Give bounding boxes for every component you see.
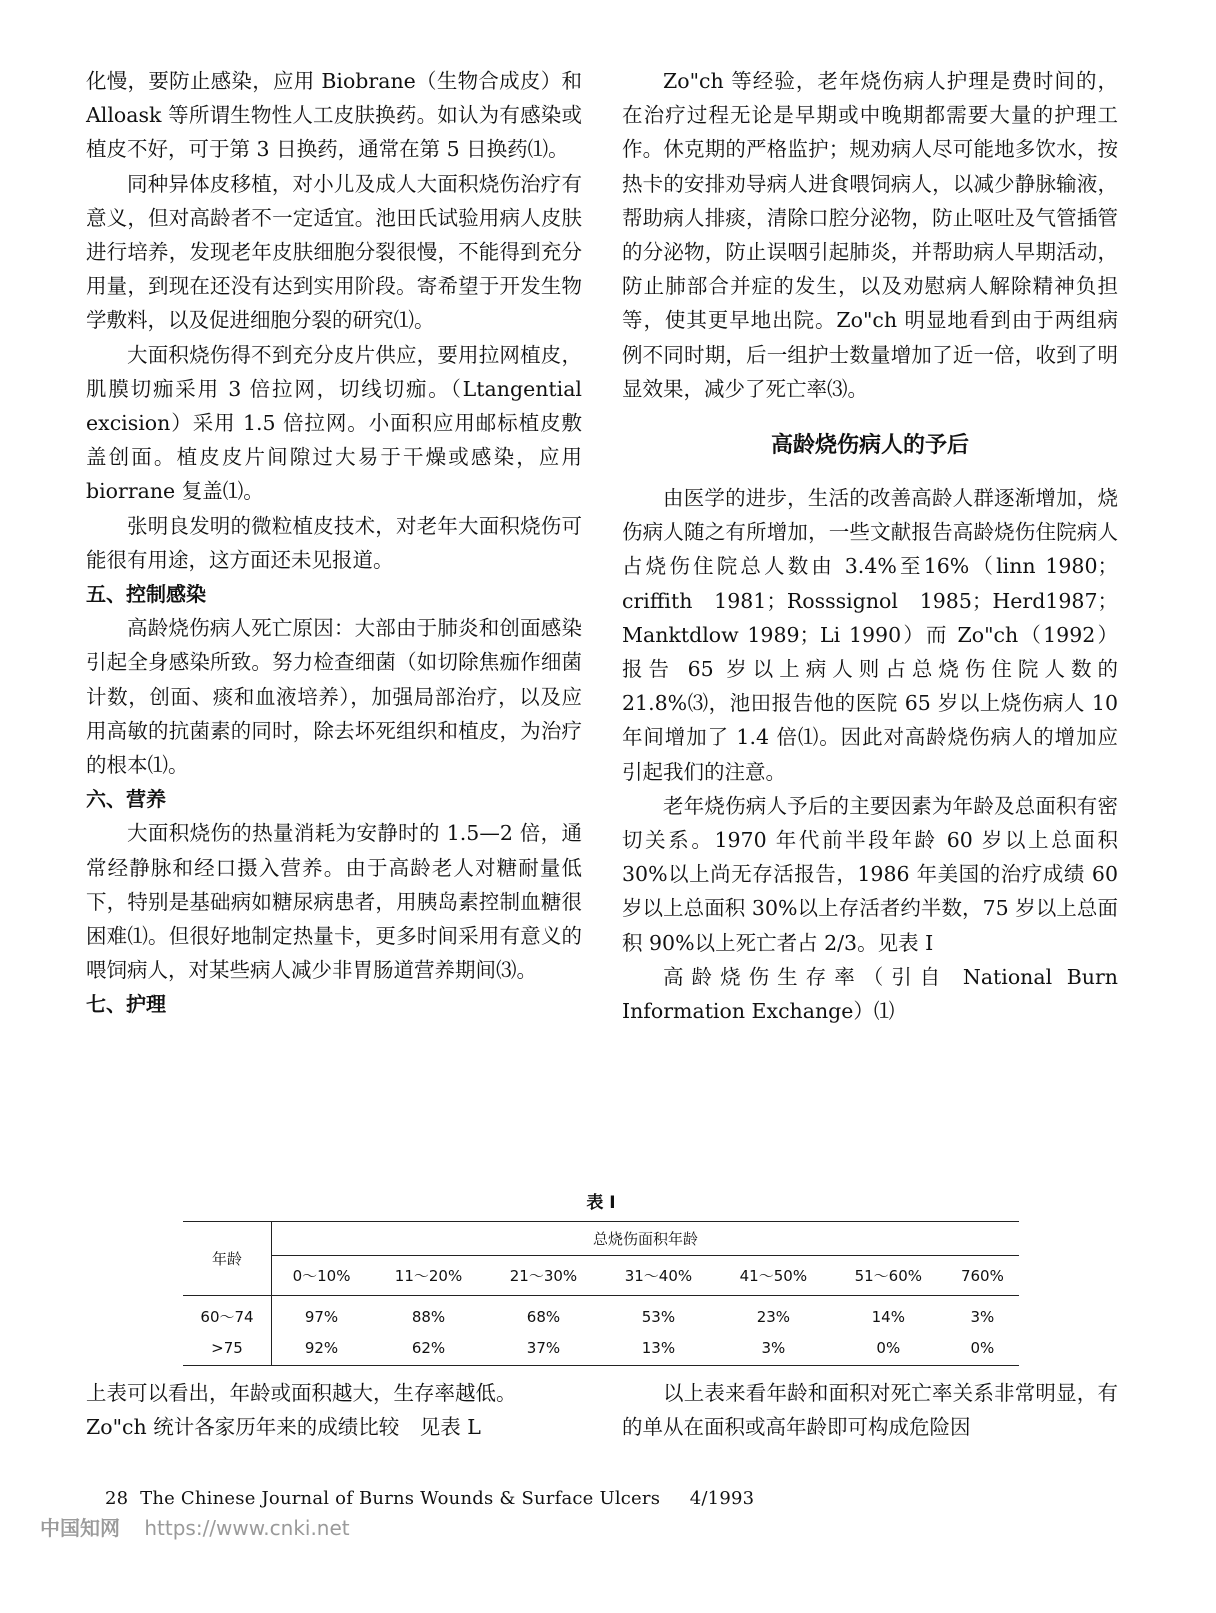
data-table	[183, 1221, 1019, 1366]
table-cell: 0%	[876, 1339, 901, 1358]
table-cell: 88%	[411, 1307, 446, 1326]
table-cell-age: >75	[183, 1332, 272, 1366]
paragraph: 高龄烧伤生存率（引自 National Burn Information Exchange）⑴	[622, 964, 1118, 1024]
table-cell: 0%	[970, 1339, 995, 1358]
paragraph: Zo"ch 统计各家历年来的成绩比较 见表 L	[86, 1415, 481, 1440]
table-column-header: 41～50%	[739, 1267, 808, 1285]
watermark	[40, 1512, 350, 1541]
left-column	[86, 64, 582, 1022]
paragraph: 由医学的进步，生活的改善高龄人群逐渐增加，烧伤病人随之有所增加，一些文献报告高龄烧伤住院病人占烧伤住院总人数由 3.4%至16%（linn 1980；criffith 1981；Rosssignol 1985；Herd1987；Manktdlow 1989；Li 1990）而 Zo"ch（1992）报告 65 岁以上病人则占总烧伤住院人数的 21.8%⑶，池田报告他的医院 65 岁以上烧伤病人 10 年间增加了 1.4 倍⑴。因此对高龄烧伤病人的增加应引起我们的注意。	[622, 486, 1118, 784]
paragraph: 高龄烧伤病人死亡原因：大部由于肺炎和创面感染引起全身感染所致。努力检查细菌（如切除焦痂作细菌计数，创面、痰和血液培养），加强局部治疗，以及应用高敏的抗菌素的同时，除去坏死组织和植皮，为治疗的根本⑴。	[86, 616, 582, 778]
paragraph: 以上表来看年龄和面积对死亡率关系非常明显，有的单从在面积或高年龄即可构成危险因	[622, 1381, 1118, 1440]
paragraph: 老年烧伤病人予后的主要因素为年龄及总面积有密切关系。1970 年代前半段年龄 60 岁以上总面积 30%以上尚无存活报告，1986 年美国的治疗成绩 60 岁以上总面积 30%以上存活者约半数，75 岁以上总面积 90%以上死亡者占 2/3。见表 I	[622, 793, 1118, 955]
table-cell: 3%	[761, 1339, 786, 1358]
table-cell: 13%	[641, 1339, 676, 1358]
survival-table	[183, 1188, 1019, 1366]
table-cell-age: 60～74	[183, 1296, 272, 1332]
table-cell: 68%	[526, 1307, 561, 1326]
section-heading-nutrition: 六、营养	[86, 787, 166, 812]
table-cell: 23%	[756, 1307, 791, 1326]
table-row	[183, 1332, 1019, 1366]
section-heading-prognosis: 高龄烧伤病人的予后	[770, 433, 969, 459]
table-column-header: 51～60%	[854, 1267, 923, 1285]
table-cell: 92%	[304, 1339, 339, 1358]
right-column	[622, 64, 1118, 1028]
table-title: 表 I	[586, 1193, 616, 1213]
table-cell: 14%	[871, 1307, 905, 1326]
section-heading-nursing: 七、护理	[86, 992, 166, 1017]
section-heading-infection: 五、控制感染	[86, 582, 206, 607]
paragraph: 上表可以看出，年龄或面积越大，生存率越低。	[86, 1381, 517, 1405]
bottom-left-text	[86, 1376, 576, 1444]
table-column-header: 21～30%	[509, 1267, 578, 1285]
paragraph: 大面积烧伤的热量消耗为安静时的 1.5—2 倍，通常经静脉和经口摄入营养。由于高龄老人对糖耐量低下，特别是基础病如糖尿病患者，用胰岛素控制血糖很困难⑴。但很好地制定热量卡，更多时间采用有意义的喂饲病人，对某些病人减少非胃肠道营养期间⑶。	[86, 821, 582, 983]
table-cell: 3%	[970, 1307, 995, 1326]
table-column-header: 11～20%	[394, 1267, 463, 1285]
table-cell: 62%	[411, 1339, 446, 1358]
paragraph: 张明良发明的微粒植皮技术，对老年大面积烧伤可能很有用途，这方面还未见报道。	[86, 513, 582, 572]
table-column-header: 31～40%	[624, 1267, 693, 1285]
table-column-header: 760%	[960, 1266, 1004, 1285]
table-cell: 97%	[304, 1307, 339, 1326]
paragraph: 大面积烧伤得不到充分皮片供应，要用拉网植皮，肌膜切痂采用 3 倍拉网，切线切痂。（Ltangential excision）采用 1.5 倍拉网。小面积应用邮标植皮敷盖创面。植皮皮片间隙过大易于干燥或感染，应用 biorrane 复盖⑴。	[86, 342, 582, 504]
table-row-header: 年龄	[183, 1222, 272, 1296]
table-group-header: 总烧伤面积年龄	[272, 1222, 1020, 1256]
table-row	[183, 1296, 1019, 1332]
table-cell: 37%	[526, 1339, 561, 1358]
table-cell: 53%	[641, 1307, 676, 1326]
paragraph: Zo"ch 等经验，老年烧伤病人护理是费时间的，在治疗过程无论是早期或中晚期都需要大量的护理工作。休克期的严格监护；规劝病人尽可能地多饮水，按热卡的安排劝导病人进食喂饲病人，以减少静脉输液，帮助病人排痰，清除口腔分泌物，防止呕吐及气管插管的分泌物，防止误咽引起肺炎，并帮助病人早期活动，防止肺部合并症的发生，以及劝慰病人解除精神负担等，使其更早地出院。Zo"ch 明显地看到由于两组病例不同时期，后一组护士数量增加了近一倍，收到了明显效果，减少了死亡率⑶。	[622, 69, 1118, 401]
watermark-site-name: 中国知网	[40, 1516, 120, 1540]
table-column-header: 0～10%	[292, 1267, 351, 1285]
bottom-right-text	[622, 1376, 1118, 1444]
paragraph: 化慢，要防止感染，应用 Biobrane（生物合成皮）和 Alloask 等所谓生物性人工皮肤换药。如认为有感染或植皮不好，可于第 3 日换药，通常在第 5 日换药⑴。	[86, 69, 582, 162]
watermark-url: https://www.cnki.net	[144, 1516, 350, 1540]
page-footer: 28 The Chinese Journal of Burns Wounds & Surface Ulcers 4/1993	[105, 1488, 755, 1509]
paragraph: 同种异体皮移植，对小儿及成人大面积烧伤治疗有意义，但对高龄者不一定适宜。池田氏试验用病人皮肤进行培养，发现老年皮肤细胞分裂很慢，不能得到充分用量，到现在还没有达到实用阶段。寄希望于开发生物学敷料，以及促进细胞分裂的研究⑴。	[86, 171, 582, 333]
